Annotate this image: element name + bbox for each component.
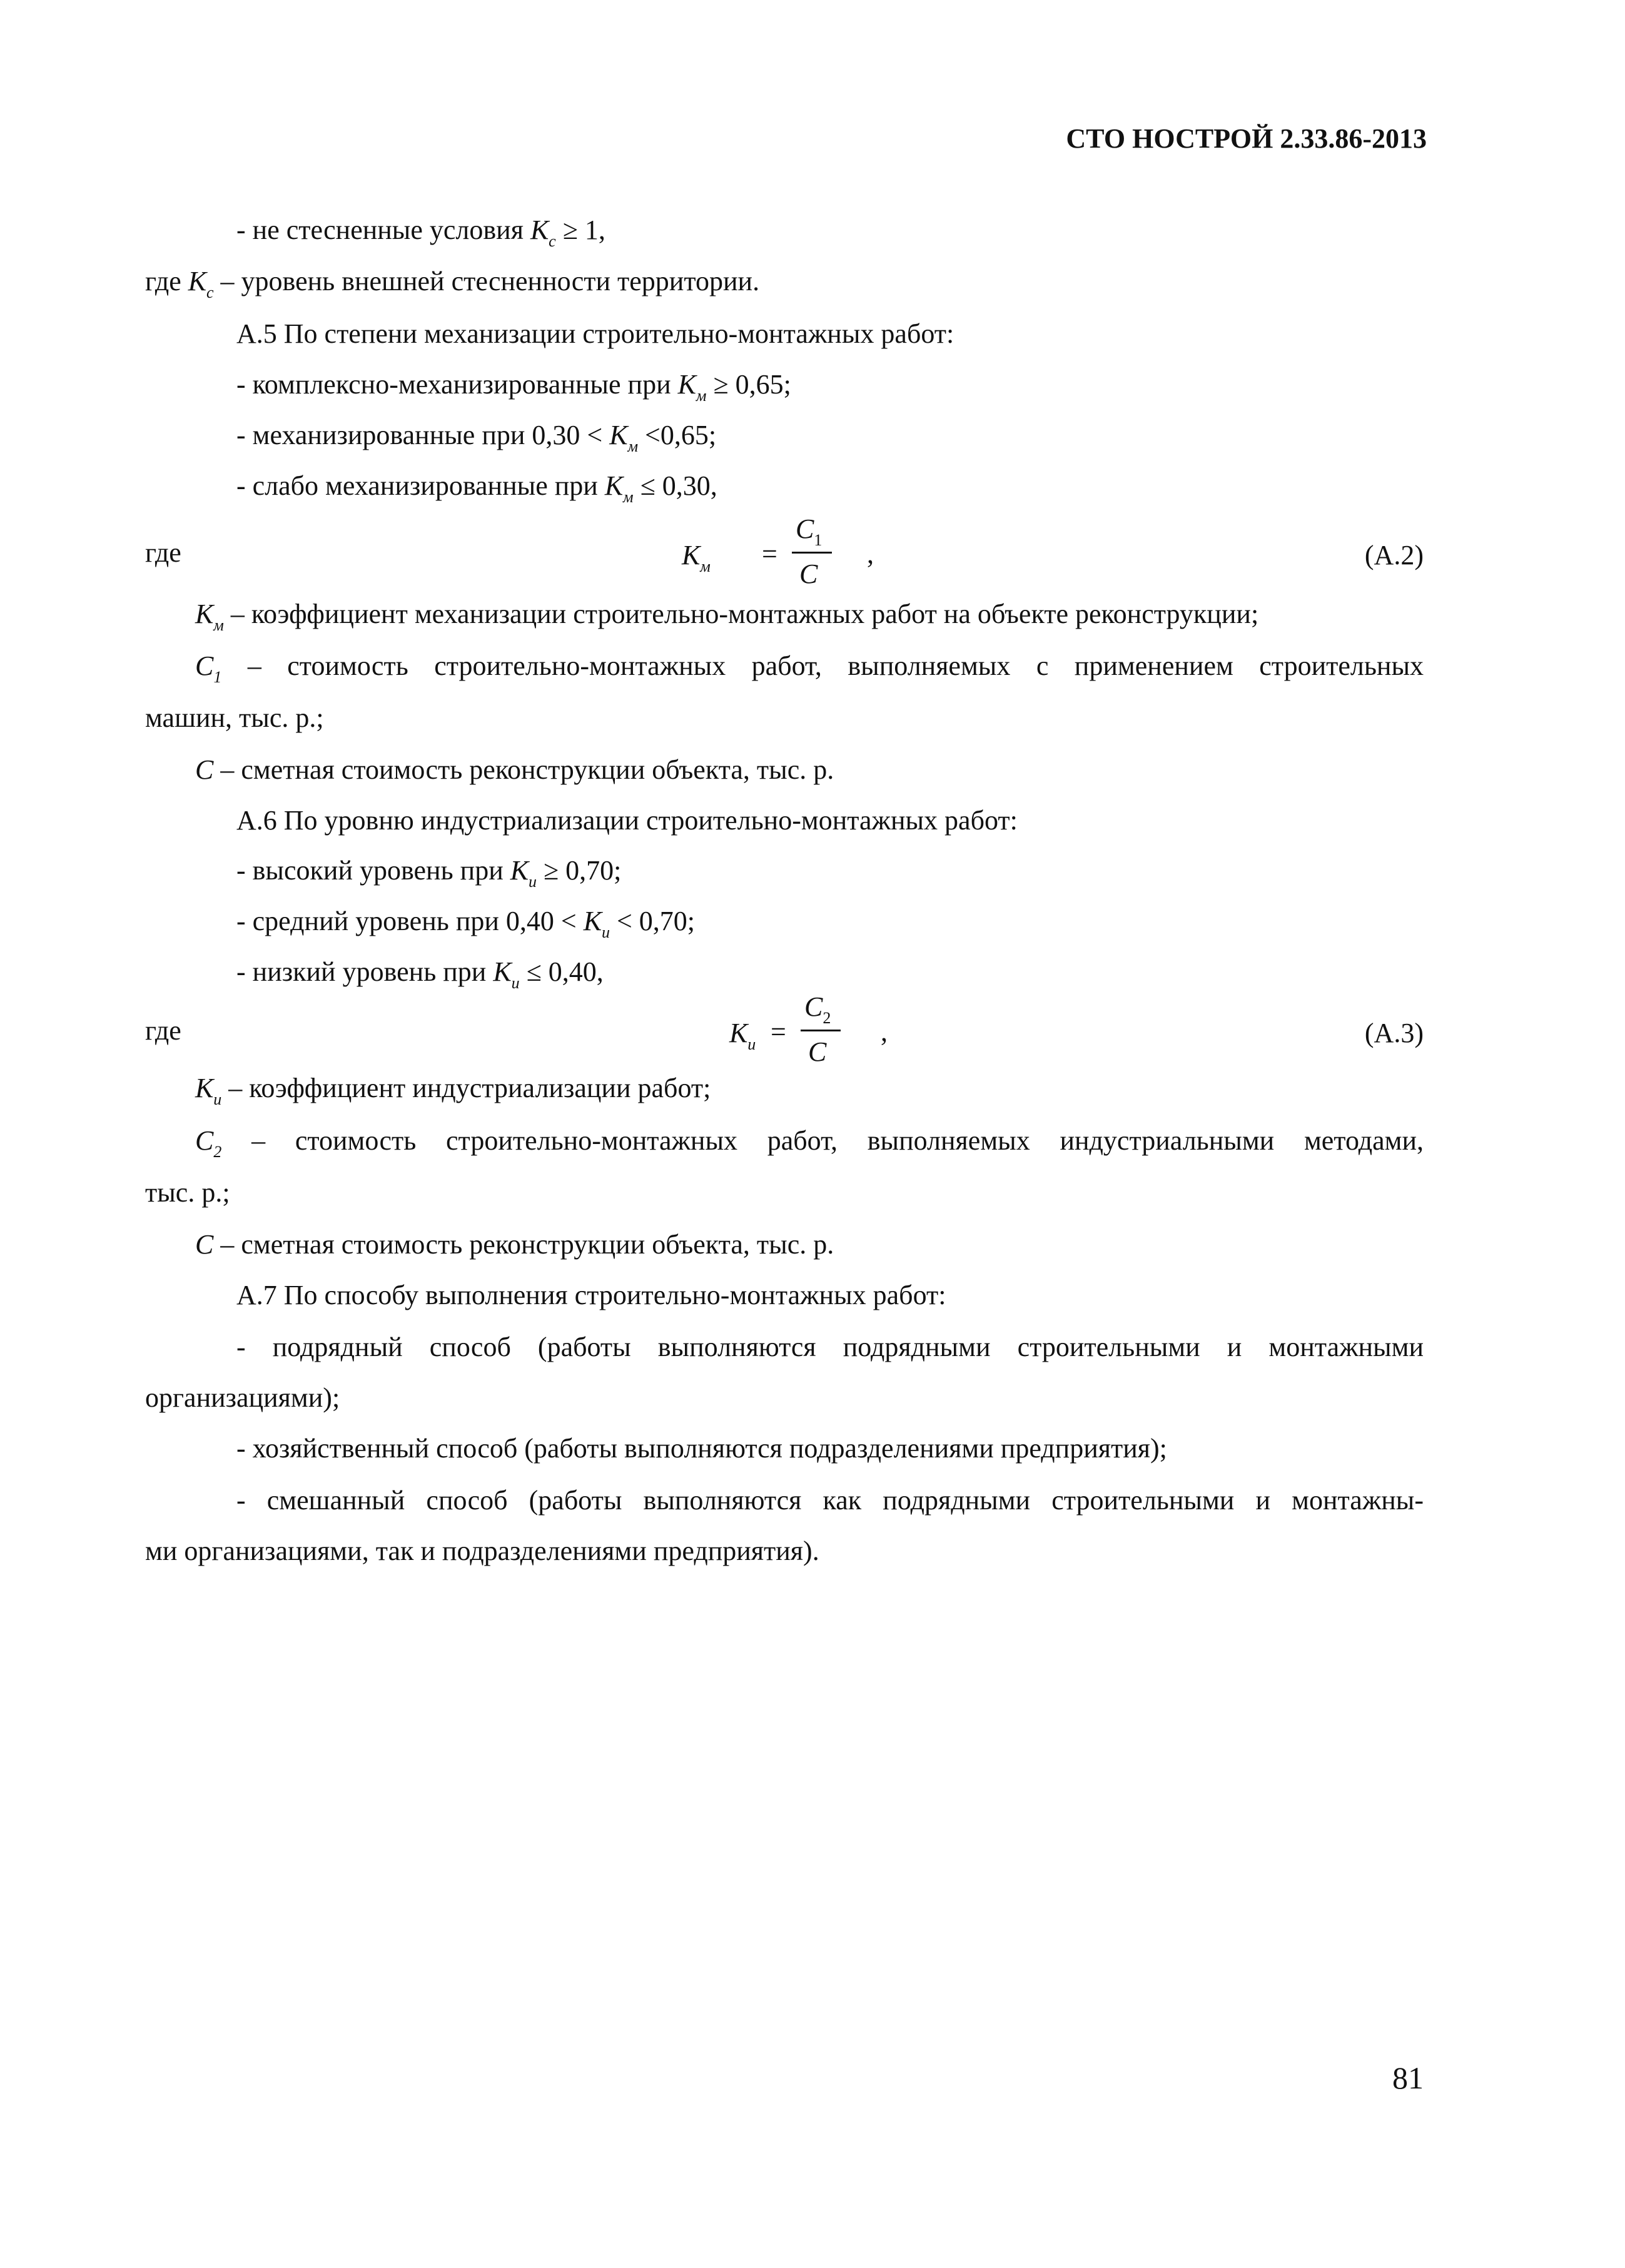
definition-line: $К_и$ – коэффициент индустриализации работ; [195, 1073, 711, 1108]
definition-line: $С_2$ – стоимость строительно-монтажных работ, выполняемых индустриальными методами, [195, 1125, 1424, 1161]
text-line: - слабо механизированные при $К_м \le 0,30$, [236, 470, 717, 506]
definition-line: тыс. р.; [145, 1177, 230, 1208]
document-header: СТО НОСТРОЙ 2.33.86-2013 [1066, 123, 1427, 154]
definition-line: машин, тыс. р.; [145, 702, 324, 733]
section-heading: А.5 По степени механизации строительно-монтажных работ: [236, 318, 954, 349]
section-heading: А.7 По способу выполнения строительно-монтажных работ: [236, 1280, 946, 1310]
text-line: где $К_с$ – уровень внешней стесненности территории. [145, 266, 760, 301]
definition-line: $С_1$ – стоимость строительно-монтажных работ, выполняемых с применением строительных [195, 651, 1424, 686]
text-line: - смешанный способ (работы выполняются как подрядными строительными и монтажны- [236, 1485, 1424, 1516]
text-line: - подрядный способ (работы выполняются подрядными строительными и монтажными [236, 1332, 1424, 1362]
page-number: 81 [1392, 2060, 1424, 2095]
equation-number: (А.2) [1364, 540, 1424, 570]
formula-a2: $К_м$ = $С_1$ С , [682, 514, 874, 589]
section-heading: А.6 По уровню индустриализации строительно-монтажных работ: [236, 805, 1018, 836]
formula-a3: $К_и$ = $С_2$ С , [729, 991, 888, 1067]
text-line: - комплексно-механизированные при $К_м \ge 0,65$; [236, 369, 791, 405]
text-line: ми организациями, так и подразделениями предприятия). [145, 1536, 819, 1566]
equation-number: (А.3) [1364, 1018, 1424, 1048]
where-label: где [145, 537, 181, 568]
definition-line: С – сметная стоимость реконструкции объекта, тыс. р. [195, 754, 834, 785]
text-line: - механизированные при $0,30 < К_м <0,65$; [236, 420, 717, 455]
definition-line: $К_м$ – коэффициент механизации строительно-монтажных работ на объекте реконструкции; [195, 599, 1259, 634]
text-line: - не стесненные условия $К_с \ge 1$, [236, 215, 605, 250]
text-line: - низкий уровень при $К_и \le 0,40$, [236, 956, 604, 992]
text-line: организациями); [145, 1382, 340, 1413]
text-line: - средний уровень при $0,40 < К_и < 0,70$; [236, 906, 695, 941]
text-line: - хозяйственный способ (работы выполняются подразделениями предприятия); [236, 1433, 1167, 1464]
definition-line: С – сметная стоимость реконструкции объекта, тыс. р. [195, 1229, 834, 1260]
text-line: - высокий уровень при $К_и \ge 0,70$; [236, 855, 622, 891]
where-label: где [145, 1015, 181, 1046]
